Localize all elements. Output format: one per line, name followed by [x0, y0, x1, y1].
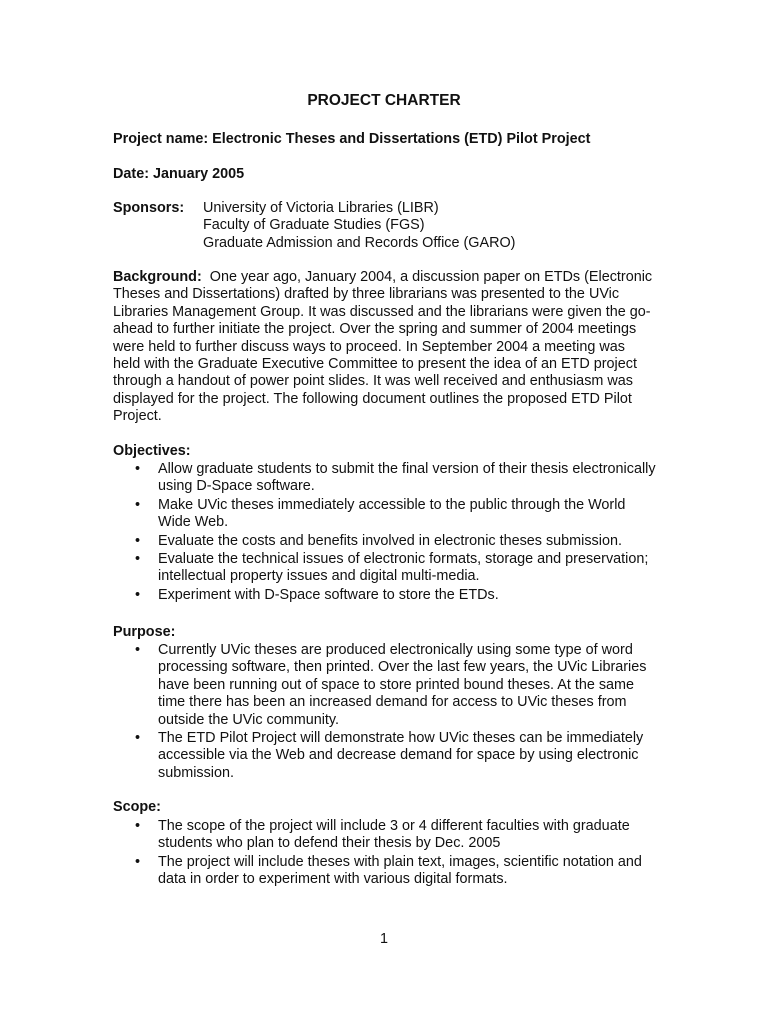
- list-item: • The ETD Pilot Project will demonstrate how UVic theses can be immediately accessible via the Web and decrease demand for space by using electronic submission.: [135, 730, 644, 781]
- sponsors-label: Sponsors:: [113, 200, 185, 216]
- bullet-icon: •: [135, 730, 141, 747]
- bullet-icon: •: [135, 586, 141, 603]
- bullet-icon: •: [135, 853, 141, 870]
- bullet-icon: •: [135, 642, 141, 658]
- list-item: • The project will include theses with plain text, images, scientific notation and data in order to experiment with various digital formats.: [135, 853, 642, 888]
- background-text: One year ago, January 2004, a discussion paper on ETDs (Electronic Theses and Dissertations) drafted by three librarians was presented to the UVic Libraries Management Group. It was discussed and the librarians were given the go-ahead to further initiate the project. Over the spring and summer of 2004 meetings were held to further discuss ways to proceed. In September 2004 a meeting was held with the Graduate Executive Committee to present the idea of an ETD project through a handout of power point slides. It was well received and enthusiasm was displayed for the project. The following document outlines the proposed ETD Pilot Project.: [113, 269, 653, 425]
- sponsor-item: Faculty of Graduate Studies (FGS): [203, 217, 425, 234]
- sponsor-item: University of Victoria Libraries (LIBR): [203, 200, 439, 216]
- bullet-icon: •: [135, 551, 141, 568]
- scope-list: [113, 818, 658, 890]
- scope-heading: Scope:: [113, 799, 161, 815]
- bullet-icon: •: [135, 496, 141, 513]
- background-paragraph: [113, 269, 653, 426]
- purpose-list: [113, 642, 658, 783]
- purpose-heading: Purpose:: [113, 624, 176, 640]
- date-line: Date: January 2005: [113, 166, 245, 182]
- list-item: • Experiment with D-Space software to store the ETDs.: [135, 586, 499, 603]
- document-title: PROJECT CHARTER: [307, 92, 461, 109]
- bullet-icon: •: [135, 532, 141, 549]
- page-number: 1: [379, 931, 388, 947]
- objectives-list: [113, 461, 658, 605]
- list-item: • Evaluate the costs and benefits involved in electronic theses submission.: [135, 532, 622, 549]
- list-item: • The scope of the project will include 3 or 4 different faculties with graduate students who plan to defend their thesis by Dec. 2005: [135, 818, 630, 852]
- list-item: • Currently UVic theses are produced electronically using some type of word processing software, then printed. Over the last few years, the UVic Libraries have been running out of space to store printed bound theses. At the same time there has been an increased demand for access to UVic theses from outside the UVic community.: [135, 642, 647, 728]
- sponsors-list: [203, 200, 515, 252]
- project-name: Project name: Electronic Theses and Dissertations (ETD) Pilot Project: [113, 131, 591, 147]
- objectives-heading: Objectives:: [113, 443, 191, 459]
- list-item: • Evaluate the technical issues of electronic formats, storage and preservation; intellectual property issues and digital multi-media.: [135, 551, 649, 585]
- background-label: Background:: [113, 269, 202, 285]
- bullet-icon: •: [135, 461, 141, 477]
- list-item: • Allow graduate students to submit the final version of their thesis electronically using D-Space software.: [135, 461, 656, 495]
- list-item: • Make UVic theses immediately accessible to the public through the World Wide Web.: [135, 496, 626, 531]
- sponsor-item: Graduate Admission and Records Office (GARO): [203, 234, 516, 251]
- bullet-icon: •: [135, 818, 141, 834]
